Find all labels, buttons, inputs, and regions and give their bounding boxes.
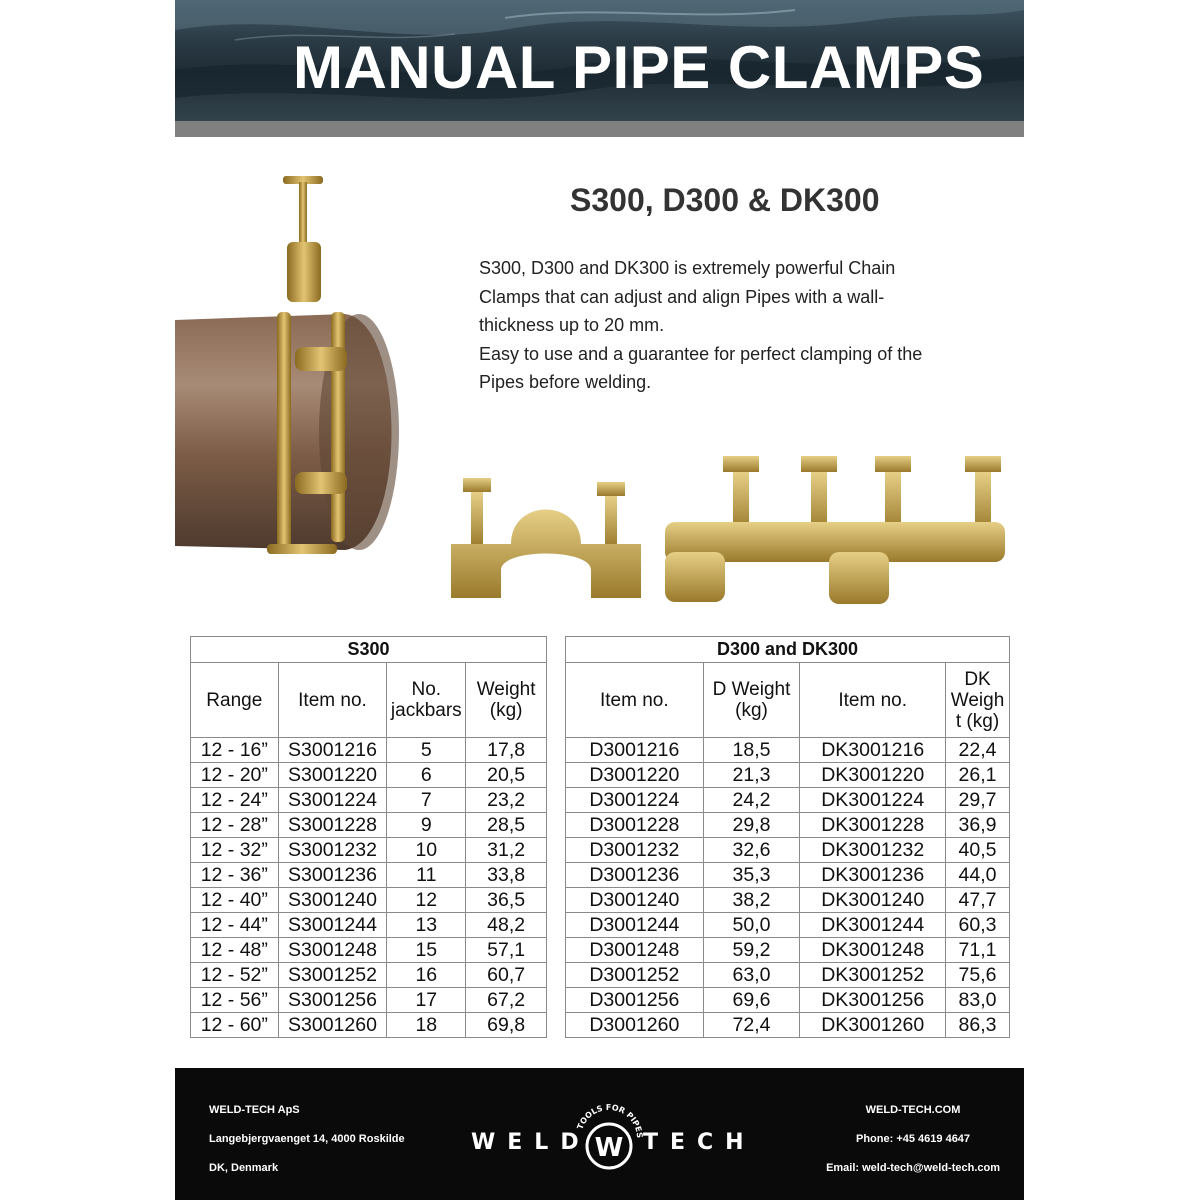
table-cell: S3001224 <box>278 788 387 813</box>
contact-block <box>826 1096 1000 1183</box>
table-cell: 35,3 <box>703 863 800 888</box>
table-cell: D3001228 <box>566 813 704 838</box>
table-cell: 44,0 <box>946 863 1010 888</box>
header-divider <box>175 121 1024 137</box>
table-cell: S3001260 <box>278 1013 387 1038</box>
table-row <box>191 1013 547 1038</box>
weld-tech-logo <box>471 1098 756 1178</box>
table-cell: 10 <box>387 838 466 863</box>
column-header: Weight (kg) <box>466 663 547 738</box>
table-cell: 75,6 <box>946 963 1010 988</box>
table-cell: S3001232 <box>278 838 387 863</box>
table-cell: 12 - 56” <box>191 988 279 1013</box>
single-jackbar-part-photo <box>451 478 646 604</box>
table-cell: D3001260 <box>566 1013 704 1038</box>
table-row <box>191 888 547 913</box>
table-cell: S3001236 <box>278 863 387 888</box>
table-cell: 71,1 <box>946 938 1010 963</box>
table-cell: 17 <box>387 988 466 1013</box>
table-cell: 12 - 24” <box>191 788 279 813</box>
table-cell: 18,5 <box>703 738 800 763</box>
logo-tagline: TOOLS FOR PIPES <box>575 1102 645 1139</box>
table-cell: DK3001256 <box>800 988 946 1013</box>
table-cell: D3001232 <box>566 838 704 863</box>
table-row <box>191 813 547 838</box>
table-cell: 67,2 <box>466 988 547 1013</box>
table-cell: DK3001220 <box>800 763 946 788</box>
company-address-block <box>209 1096 405 1183</box>
table-cell: 36,9 <box>946 813 1010 838</box>
table-cell: DK3001236 <box>800 863 946 888</box>
table-row <box>566 863 1010 888</box>
product-description <box>479 254 999 397</box>
table-row <box>566 913 1010 938</box>
table-row <box>191 788 547 813</box>
table-cell: S3001256 <box>278 988 387 1013</box>
table-cell: 57,1 <box>466 938 547 963</box>
company-name: WELD-TECH ApS <box>209 1104 300 1116</box>
table-cell: 12 - 28” <box>191 813 279 838</box>
table-cell: D3001240 <box>566 888 704 913</box>
table-row <box>566 738 1010 763</box>
product-title: S300, D300 & DK300 <box>570 182 880 218</box>
d300-table-title: D300 and DK300 <box>566 637 1010 663</box>
table-cell: 17,8 <box>466 738 547 763</box>
table-cell: 40,5 <box>946 838 1010 863</box>
table-row <box>566 888 1010 913</box>
column-header: Item no. <box>278 663 387 738</box>
company-address: Langebjergvaenget 14, 4000 Roskilde <box>209 1133 405 1145</box>
table-row <box>566 813 1010 838</box>
table-cell: 12 - 32” <box>191 838 279 863</box>
s300-table-title: S300 <box>191 637 547 663</box>
table-cell: S3001240 <box>278 888 387 913</box>
column-header: Item no. <box>800 663 946 738</box>
column-header: Item no. <box>566 663 704 738</box>
column-header: No. jackbars <box>387 663 466 738</box>
table-cell: 86,3 <box>946 1013 1010 1038</box>
table-row <box>566 938 1010 963</box>
column-header: D Weight (kg) <box>703 663 800 738</box>
column-header: Range <box>191 663 279 738</box>
table-row <box>566 1013 1010 1038</box>
s300-table-body <box>191 738 547 1038</box>
datasheet-page <box>175 0 1024 1200</box>
table-cell: 18 <box>387 1013 466 1038</box>
table-cell: 72,4 <box>703 1013 800 1038</box>
table-cell: S3001216 <box>278 738 387 763</box>
email-link[interactable]: Email: weld-tech@weld-tech.com <box>826 1162 1000 1174</box>
table-cell: 29,7 <box>946 788 1010 813</box>
logo-text-left: WELD <box>471 1130 591 1155</box>
table-cell: D3001236 <box>566 863 704 888</box>
table-row <box>191 838 547 863</box>
table-cell: 6 <box>387 763 466 788</box>
header-banner <box>175 0 1024 121</box>
table-row <box>566 763 1010 788</box>
table-cell: D3001248 <box>566 938 704 963</box>
table-cell: 20,5 <box>466 763 547 788</box>
table-cell: 60,7 <box>466 963 547 988</box>
table-cell: D3001224 <box>566 788 704 813</box>
table-row <box>566 788 1010 813</box>
table-cell: D3001252 <box>566 963 704 988</box>
table-cell: 12 <box>387 888 466 913</box>
double-jackbar-part-photo <box>665 452 1005 604</box>
table-cell: 29,8 <box>703 813 800 838</box>
table-cell: 63,0 <box>703 963 800 988</box>
table-cell: 60,3 <box>946 913 1010 938</box>
table-cell: 11 <box>387 863 466 888</box>
table-cell: 7 <box>387 788 466 813</box>
table-cell: DK3001252 <box>800 963 946 988</box>
description-line: Pipes before welding. <box>479 372 652 393</box>
table-cell: D3001256 <box>566 988 704 1013</box>
table-cell: 12 - 20” <box>191 763 279 788</box>
table-cell: 12 - 52” <box>191 963 279 988</box>
table-row <box>566 838 1010 863</box>
footer <box>175 1068 1024 1200</box>
table-cell: S3001220 <box>278 763 387 788</box>
table-cell: 32,6 <box>703 838 800 863</box>
table-cell: 36,5 <box>466 888 547 913</box>
company-country: DK, Denmark <box>209 1162 279 1174</box>
table-cell: 16 <box>387 963 466 988</box>
table-cell: 22,4 <box>946 738 1010 763</box>
table-cell: S3001244 <box>278 913 387 938</box>
table-cell: 23,2 <box>466 788 547 813</box>
table-cell: DK3001224 <box>800 788 946 813</box>
chain-clamp-on-pipe-photo <box>175 172 407 604</box>
table-cell: 21,3 <box>703 763 800 788</box>
description-line: Clamps that can adjust and align Pipes with a wall- <box>479 286 885 307</box>
table-cell: 33,8 <box>466 863 547 888</box>
d300-table-body <box>566 738 1010 1038</box>
column-header: DK Weigh t (kg) <box>946 663 1010 738</box>
table-cell: 12 - 44” <box>191 913 279 938</box>
table-cell: 15 <box>387 938 466 963</box>
table-cell: 12 - 16” <box>191 738 279 763</box>
table-cell: 13 <box>387 913 466 938</box>
table-cell: S3001252 <box>278 963 387 988</box>
table-cell: 9 <box>387 813 466 838</box>
table-row <box>566 963 1010 988</box>
table-cell: D3001244 <box>566 913 704 938</box>
logo-text-right: TECH <box>643 1130 756 1155</box>
description-line: S300, D300 and DK300 is extremely powerful Chain <box>479 258 896 278</box>
table-cell: 47,7 <box>946 888 1010 913</box>
table-row <box>566 988 1010 1013</box>
table-cell: S3001248 <box>278 938 387 963</box>
table-row <box>191 963 547 988</box>
table-row <box>191 913 547 938</box>
table-cell: 12 - 36” <box>191 863 279 888</box>
table-cell: DK3001248 <box>800 938 946 963</box>
description-line: thickness up to 20 mm. <box>479 315 665 336</box>
table-row <box>191 738 547 763</box>
table-cell: DK3001260 <box>800 1013 946 1038</box>
logo-emblem-icon <box>571 1098 647 1178</box>
table-row <box>191 763 547 788</box>
table-cell: 38,2 <box>703 888 800 913</box>
table-cell: DK3001232 <box>800 838 946 863</box>
table-row <box>191 988 547 1013</box>
table-row <box>191 863 547 888</box>
table-cell: D3001216 <box>566 738 704 763</box>
table-cell: 12 - 40” <box>191 888 279 913</box>
phone-number: Phone: +45 4619 4647 <box>856 1133 971 1145</box>
table-cell: 69,8 <box>466 1013 547 1038</box>
s300-spec-table <box>190 636 547 1038</box>
description-line: Easy to use and a guarantee for perfect clamping of the <box>479 343 923 364</box>
table-cell: 31,2 <box>466 838 547 863</box>
table-cell: 48,2 <box>466 913 547 938</box>
table-cell: 83,0 <box>946 988 1010 1013</box>
logo-mark: W <box>594 1133 624 1163</box>
table-cell: DK3001216 <box>800 738 946 763</box>
d300-dk300-spec-table <box>565 636 1010 1038</box>
page-title: MANUAL PIPE CLAMPS <box>293 34 985 101</box>
table-cell: D3001220 <box>566 763 704 788</box>
table-cell: 26,1 <box>946 763 1010 788</box>
table-cell: 5 <box>387 738 466 763</box>
table-cell: S3001228 <box>278 813 387 838</box>
table-cell: 28,5 <box>466 813 547 838</box>
table-cell: 12 - 48” <box>191 938 279 963</box>
table-cell: 24,2 <box>703 788 800 813</box>
table-cell: DK3001228 <box>800 813 946 838</box>
table-cell: 59,2 <box>703 938 800 963</box>
website-link[interactable]: WELD-TECH.COM <box>865 1104 961 1116</box>
table-cell: 12 - 60” <box>191 1013 279 1038</box>
table-row <box>191 938 547 963</box>
table-cell: 69,6 <box>703 988 800 1013</box>
table-cell: DK3001244 <box>800 913 946 938</box>
table-cell: DK3001240 <box>800 888 946 913</box>
table-cell: 50,0 <box>703 913 800 938</box>
